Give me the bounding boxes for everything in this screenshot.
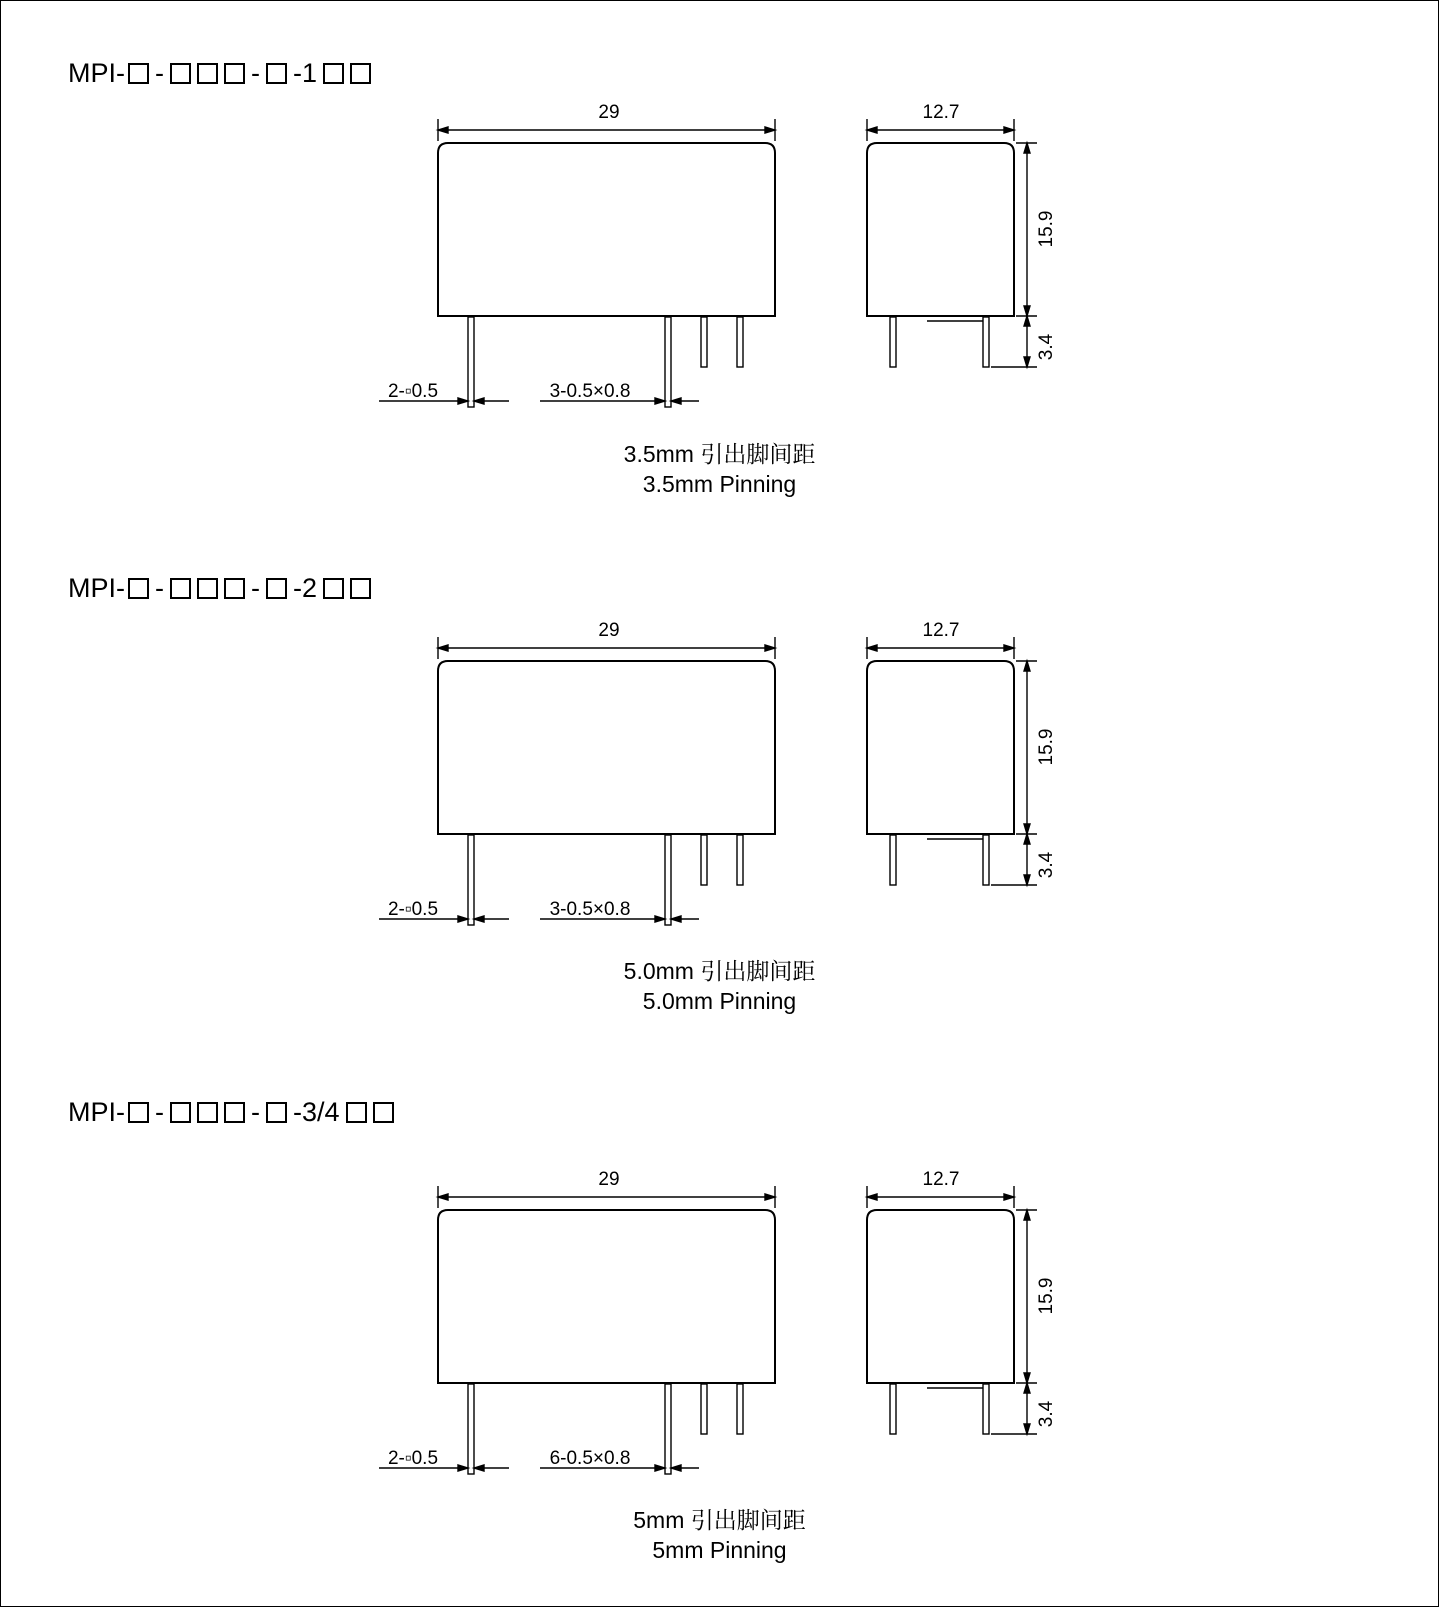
depth-label: 12.7	[922, 1169, 960, 1190]
pin-length-label: 3.4	[1036, 1400, 1057, 1428]
pinning-caption	[1, 956, 1438, 1016]
caption-cn: 5mm 引出脚间距	[633, 1507, 806, 1533]
model-suffix: -3/4	[293, 1097, 340, 1127]
model-suffix: -2	[293, 573, 318, 603]
pin-a-label: 2-▫0.5	[387, 381, 439, 402]
caption-en: 3.5mm Pinning	[642, 471, 797, 497]
model-separator: -	[155, 58, 164, 88]
pin-a-label: 2-▫0.5	[387, 899, 439, 920]
width-label: 29	[598, 620, 620, 641]
caption-en: 5.0mm Pinning	[642, 988, 797, 1014]
model-separator: -	[155, 573, 164, 603]
model-separator: -	[251, 58, 260, 88]
depth-label: 12.7	[922, 102, 960, 123]
dimension-drawing	[1, 1, 1438, 421]
model-separator: -	[155, 1097, 164, 1127]
pinning-caption	[1, 439, 1438, 499]
dimension-drawing	[1, 1068, 1438, 1488]
height-label: 15.9	[1036, 210, 1057, 248]
pinning-caption	[1, 1505, 1438, 1565]
width-label: 29	[598, 102, 620, 123]
height-label: 15.9	[1036, 1277, 1057, 1315]
pin-length-label: 3.4	[1036, 851, 1057, 879]
dimension-drawing	[1, 519, 1438, 939]
model-separator: -	[251, 573, 260, 603]
depth-label: 12.7	[922, 620, 960, 641]
model-separator: -	[251, 1097, 260, 1127]
caption-cn: 3.5mm 引出脚间距	[623, 441, 816, 467]
height-label: 15.9	[1036, 728, 1057, 766]
width-label: 29	[598, 1169, 620, 1190]
model-prefix: MPI-	[68, 58, 125, 88]
pin-b-label: 3-0.5×0.8	[549, 899, 631, 920]
model-prefix: MPI-	[68, 1097, 125, 1127]
pin-length-label: 3.4	[1036, 333, 1057, 361]
caption-cn: 5.0mm 引出脚间距	[623, 958, 816, 984]
model-suffix: -1	[293, 58, 318, 88]
pin-b-label: 3-0.5×0.8	[549, 381, 631, 402]
model-prefix: MPI-	[68, 573, 125, 603]
caption-en: 5mm Pinning	[652, 1537, 787, 1563]
pin-b-label: 6-0.5×0.8	[549, 1448, 631, 1469]
pin-a-label: 2-▫0.5	[387, 1448, 439, 1469]
